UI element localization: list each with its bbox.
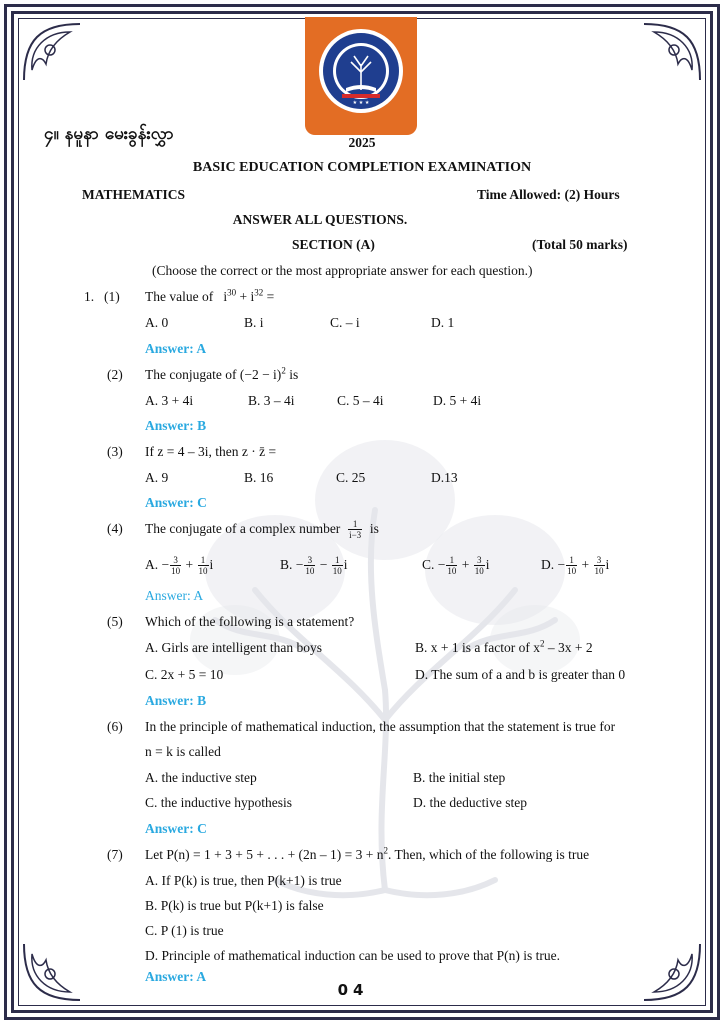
option-a: A. If P(k) is true, then P(k+1) is true bbox=[145, 873, 342, 888]
option-c: C. the inductive hypothesis bbox=[145, 795, 292, 810]
part-number: (3) bbox=[107, 444, 123, 459]
question-stem: The value of $i^{30} + i^{32}$ = bbox=[145, 287, 275, 304]
option-c: C. 25 bbox=[336, 470, 366, 485]
corner-ornament-top-right bbox=[640, 20, 704, 84]
fraction: $\frac{1}{i-3}$ bbox=[349, 519, 362, 541]
part-number: (1) bbox=[104, 289, 120, 304]
corner-ornament-top-left bbox=[20, 20, 84, 84]
answer-key: Answer: C bbox=[145, 821, 207, 836]
answer-key: Answer: B bbox=[145, 418, 207, 433]
option-b: B. the initial step bbox=[413, 770, 506, 785]
part-number: (2) bbox=[107, 367, 123, 382]
option-a: A. − $\frac{3}{10}$ + $\frac{1}{10}$ i bbox=[145, 555, 214, 577]
option-a: A. 3 + 4i bbox=[145, 393, 194, 408]
option-d: D. The sum of a and b is greater than 0 bbox=[415, 667, 626, 682]
option-b: B. − $\frac{3}{10}$ − $\frac{1}{10}$ i bbox=[280, 555, 348, 577]
option-d: D. 1 bbox=[431, 315, 455, 330]
option-c: C. 2x + 5 = 10 bbox=[145, 667, 224, 682]
option-d: D. Principle of mathematical induction can be used to prove that P(n) is true. bbox=[145, 948, 561, 963]
part-number: (7) bbox=[107, 847, 123, 862]
option-a: A. the inductive step bbox=[145, 770, 257, 785]
part-number: (6) bbox=[107, 719, 123, 734]
question-stem: The conjugate of a complex number $\frac{1}{i-3}$ is bbox=[145, 519, 379, 541]
question-stem: If z = 4 – 3i, then z · z̄ = bbox=[145, 444, 277, 459]
option-b: B. x + 1 is a factor of $x^2 - 3x + 2$ bbox=[415, 638, 593, 655]
option-c: C. 5 – 4i bbox=[337, 393, 384, 408]
option-a: A. 9 bbox=[145, 470, 169, 485]
corner-ornament-bottom-right bbox=[640, 940, 704, 1004]
option-a: A. 0 bbox=[145, 315, 169, 330]
part-number: (4) bbox=[107, 521, 123, 536]
instruction-text: (Choose the correct or the most appropriate answer for each question.) bbox=[152, 263, 533, 278]
option-b: B. 3 – 4i bbox=[248, 393, 295, 408]
option-c: C. – i bbox=[330, 315, 360, 330]
page-number: 04 bbox=[337, 981, 369, 999]
question-stem: The conjugate of $(-2 - i)^2$ is bbox=[145, 365, 299, 382]
answer-key: Answer: A bbox=[145, 588, 204, 603]
option-d: D. − $\frac{1}{10}$ + $\frac{3}{10}$ i bbox=[541, 555, 610, 577]
answer-key: Answer: A bbox=[145, 969, 207, 984]
answer-key: Answer: C bbox=[145, 495, 207, 510]
subject-label: MATHEMATICS bbox=[82, 187, 186, 202]
option-d: D. 5 + 4i bbox=[433, 393, 482, 408]
answer-key: Answer: A bbox=[145, 341, 207, 356]
svg-text:★ ★ ★: ★ ★ ★ bbox=[352, 100, 370, 106]
question-stem: In the principle of mathematical induction, the assumption that the statement is true for bbox=[145, 719, 616, 734]
section-heading: SECTION (A) bbox=[292, 237, 375, 252]
option-d: D.13 bbox=[431, 470, 458, 485]
time-allowed: Time Allowed: (2) Hours bbox=[477, 187, 620, 202]
ministry-emblem-icon bbox=[318, 28, 404, 114]
question-stem: Which of the following is a statement? bbox=[145, 614, 355, 629]
question-stem-continued: n = k is called bbox=[145, 744, 221, 759]
option-b: B. P(k) is true but P(k+1) is false bbox=[145, 898, 324, 913]
option-c: C. − $\frac{1}{10}$ + $\frac{3}{10}$ i bbox=[422, 555, 490, 577]
part-number: (5) bbox=[107, 614, 123, 629]
corner-ornament-bottom-left bbox=[20, 940, 84, 1004]
option-d: D. the deductive step bbox=[413, 795, 527, 810]
question-number: 1. bbox=[84, 289, 95, 304]
answer-all-heading: ANSWER ALL QUESTIONS. bbox=[232, 212, 408, 227]
option-b: B. i bbox=[244, 315, 264, 330]
option-c: C. P (1) is true bbox=[145, 923, 224, 938]
answer-key: Answer: B bbox=[145, 693, 207, 708]
question-stem: Let P(n) = 1 + 3 + 5 + . . . + $(2n - 1) = 3 + n^2$. Then, which of the following is true bbox=[145, 845, 590, 862]
option-b: B. 16 bbox=[244, 470, 274, 485]
total-marks: (Total 50 marks) bbox=[532, 237, 628, 252]
exam-title: BASIC EDUCATION COMPLETION EXAMINATION bbox=[192, 160, 532, 175]
option-a: A. Girls are intelligent than boys bbox=[145, 640, 322, 655]
burmese-title: ၄။ နမူနာ မေးခွန်းလွှာ bbox=[44, 124, 174, 144]
exam-year: 2025 bbox=[348, 135, 376, 150]
